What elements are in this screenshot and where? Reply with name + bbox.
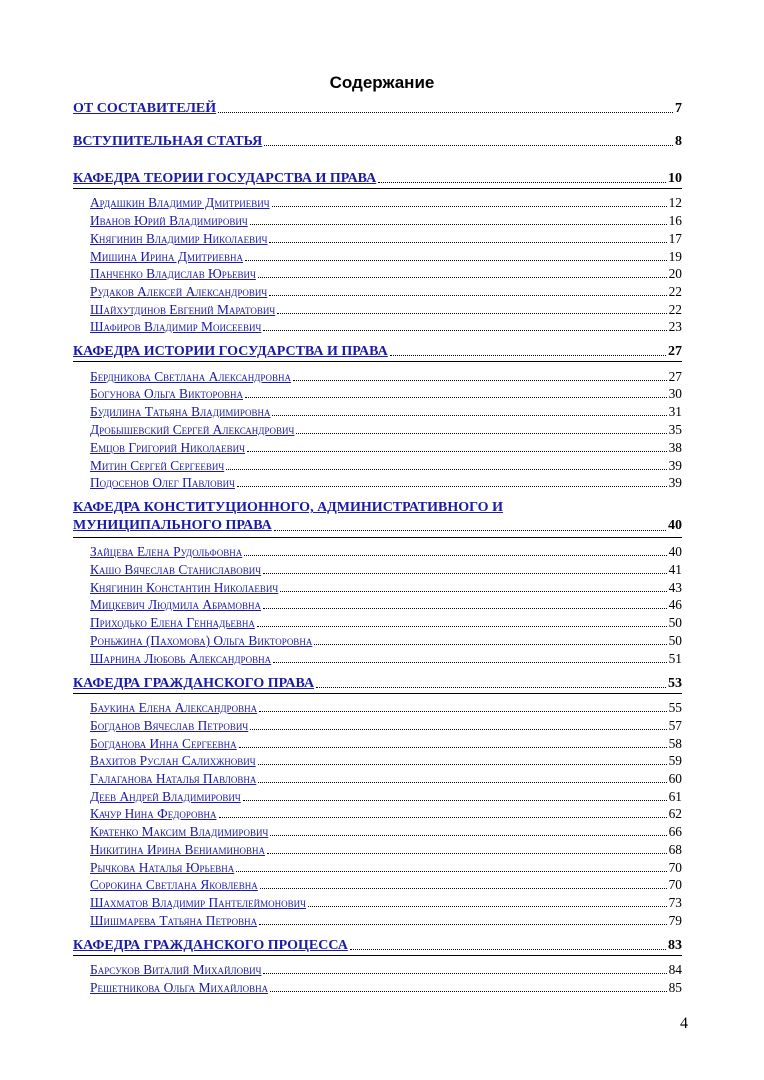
toc-link[interactable]: Шайхутдинов Евгений Маратович: [90, 302, 276, 317]
page-ref: 40: [668, 518, 682, 533]
toc-person[interactable]: [90, 475, 682, 491]
toc-link[interactable]: Бердникова Светлана Александровна: [90, 369, 292, 384]
toc-link[interactable]: МУНИЦИПАЛЬНОГО ПРАВА: [73, 518, 272, 533]
page-ref: 17: [668, 231, 682, 246]
page-ref: 19: [668, 249, 682, 264]
toc-link[interactable]: Решетникова Ольга Михайловна: [90, 980, 269, 995]
toc-person[interactable]: [90, 860, 682, 876]
toc-person[interactable]: [90, 284, 682, 300]
toc-link[interactable]: Рычкова Наталья Юрьевна: [90, 860, 235, 875]
toc-link[interactable]: Княгинин Владимир Николаевич: [90, 231, 268, 246]
toc-link[interactable]: Приходько Елена Геннадьевна: [90, 615, 255, 630]
section-rule: [73, 693, 682, 694]
page-ref: 30: [668, 386, 682, 401]
toc-person[interactable]: [90, 231, 682, 247]
page-ref: 7: [675, 101, 682, 116]
toc-person[interactable]: [90, 700, 682, 716]
toc-person[interactable]: [90, 580, 682, 596]
dot-leader: [272, 414, 666, 416]
page-number: 4: [680, 1015, 688, 1032]
dot-leader: [314, 643, 666, 645]
page-ref: 70: [668, 860, 682, 875]
dot-leader: [296, 432, 666, 434]
page-ref: 27: [668, 344, 682, 359]
page-ref: 50: [668, 615, 682, 630]
dot-leader: [269, 241, 666, 243]
dot-leader: [257, 625, 667, 627]
page-ref: 57: [668, 718, 682, 733]
dot-leader: [250, 223, 667, 225]
toc-link[interactable]: Шишмарева Татьяна Петровна: [90, 913, 258, 928]
toc-person[interactable]: [90, 266, 682, 282]
dot-leader: [263, 572, 667, 574]
toc-link[interactable]: Сорокина Светлана Яковлевна: [90, 877, 258, 892]
toc-link[interactable]: Емцов Григорий Николаевич: [90, 440, 245, 455]
section-rule: [73, 537, 682, 538]
toc-link[interactable]: Богунова Ольга Викторовна: [90, 386, 243, 401]
dot-leader: [245, 396, 667, 398]
dot-leader: [390, 354, 666, 356]
dot-leader: [243, 799, 667, 801]
dot-leader: [273, 661, 666, 663]
toc-person[interactable]: [90, 718, 682, 734]
section-rule: [73, 361, 682, 362]
dot-leader: [237, 485, 667, 487]
page-ref: 22: [668, 284, 682, 299]
page-ref: 51: [668, 651, 682, 666]
toc-person[interactable]: [90, 615, 682, 631]
page-ref: 84: [668, 962, 682, 977]
dot-leader: [219, 816, 667, 818]
dot-leader: [316, 686, 666, 688]
toc-person[interactable]: [90, 980, 682, 996]
toc-link[interactable]: КАФЕДРА ГРАЖДАНСКОГО ПРАВА: [73, 676, 315, 691]
dot-leader: [263, 329, 666, 331]
toc-person[interactable]: [90, 458, 682, 474]
toc-link[interactable]: ОТ СОСТАВИТЕЛЕЙ: [73, 101, 217, 116]
toc-person[interactable]: [90, 895, 682, 911]
page-ref: 50: [668, 633, 682, 648]
page-ref: 61: [668, 789, 682, 804]
page-ref: 59: [668, 753, 682, 768]
toc-person[interactable]: [90, 544, 682, 560]
dot-leader: [293, 379, 667, 381]
toc-person[interactable]: [90, 319, 682, 335]
page-ref: 27: [668, 369, 682, 384]
toc-link[interactable]: Зайцева Елена Рудольфовна: [90, 544, 243, 559]
toc-link[interactable]: Ардашкин Владимир Дмитриевич: [90, 195, 270, 210]
page-ref: 46: [668, 597, 682, 612]
dot-leader: [274, 529, 666, 531]
page-ref: 53: [668, 676, 682, 691]
page-ref: 31: [668, 404, 682, 419]
toc-person[interactable]: [90, 597, 682, 613]
page-ref: 66: [668, 824, 682, 839]
toc-person[interactable]: [90, 806, 682, 822]
dot-leader: [244, 554, 666, 556]
dot-leader: [239, 746, 667, 748]
page-ref: 79: [668, 913, 682, 928]
page-ref: 16: [668, 213, 682, 228]
page-ref: 60: [668, 771, 682, 786]
toc-person[interactable]: [90, 369, 682, 385]
toc-section-from-compilers[interactable]: [73, 100, 682, 117]
toc-link[interactable]: ВСТУПИТЕЛЬНАЯ СТАТЬЯ: [73, 134, 263, 149]
dot-leader: [263, 972, 666, 974]
page-ref: 40: [668, 544, 682, 559]
dot-leader: [272, 205, 667, 207]
page-title: Содержание: [329, 73, 435, 92]
page-ref: 55: [668, 700, 682, 715]
toc-link[interactable]: Богданов Вячеслав Петрович: [90, 718, 249, 733]
toc-link[interactable]: Шафиров Владимир Моисеевич: [90, 319, 262, 334]
dot-leader: [218, 111, 673, 113]
dot-leader: [263, 607, 667, 609]
toc-person[interactable]: [90, 753, 682, 769]
dot-leader: [277, 312, 666, 314]
toc-link[interactable]: Мицкевич Людмила Абрамовна: [90, 597, 262, 612]
toc-person[interactable]: [90, 440, 682, 456]
toc-person[interactable]: [90, 962, 682, 978]
toc-link[interactable]: Кашо Вячеслав Станиславович: [90, 562, 262, 577]
page-ref: 73: [668, 895, 682, 910]
toc-link[interactable]: Шахматов Владимир Пантелеймонович: [90, 895, 306, 910]
toc-link[interactable]: Богданова Инна Сергеевна: [90, 736, 237, 751]
toc-link[interactable]: КАФЕДРА КОНСТИТУЦИОННОГО, АДМИНИСТРАТИВНОГО И: [73, 500, 503, 515]
toc-person[interactable]: [90, 913, 682, 929]
toc-link[interactable]: Рудаков Алексей Александрович: [90, 284, 268, 299]
dot-leader: [280, 590, 666, 592]
toc-link[interactable]: КАФЕДРА ГРАЖДАНСКОГО ПРОЦЕССА: [73, 938, 348, 953]
toc-person[interactable]: [90, 386, 682, 402]
toc-link[interactable]: КАФЕДРА ТЕОРИИ ГОСУДАРСТВА И ПРАВА: [73, 171, 377, 186]
dot-leader: [260, 887, 667, 889]
toc-person[interactable]: [90, 249, 682, 265]
toc-section-civil-law[interactable]: [73, 675, 682, 692]
toc-link[interactable]: Никитина Ирина Вениаминовна: [90, 842, 265, 857]
toc-link[interactable]: Подосенов Олег Павлович: [90, 475, 235, 490]
dot-leader: [226, 468, 666, 470]
page-ref: 20: [668, 266, 682, 281]
toc-person[interactable]: [90, 824, 682, 840]
toc-link[interactable]: Панченко Владислав Юрьевич: [90, 266, 256, 281]
toc-section-civil-procedure[interactable]: [73, 937, 682, 954]
dot-leader: [270, 990, 667, 992]
page-ref: 83: [668, 938, 682, 953]
dot-leader: [269, 294, 666, 296]
page-ref: 38: [668, 440, 682, 455]
dot-leader: [258, 763, 667, 765]
section-rule: [73, 955, 682, 956]
toc-section-constitutional[interactable]: [73, 499, 682, 535]
toc-link[interactable]: Митин Сергей Сергеевич: [90, 458, 225, 473]
toc-person[interactable]: [90, 736, 682, 752]
toc-link[interactable]: Баукина Елена Александровна: [90, 700, 258, 715]
toc-section-history[interactable]: [73, 343, 682, 360]
page-ref: 23: [668, 319, 682, 334]
toc-link[interactable]: Будилина Татьяна Владимировна: [90, 404, 271, 419]
section-rule: [73, 188, 682, 189]
toc-person[interactable]: [90, 633, 682, 649]
toc-section-row: [73, 517, 682, 535]
page-ref: 41: [668, 562, 682, 577]
dot-leader: [264, 144, 673, 146]
toc-person[interactable]: [90, 562, 682, 578]
toc-link[interactable]: Дробышевский Сергей Александрович: [90, 422, 295, 437]
dot-leader: [250, 728, 666, 730]
dot-leader: [270, 834, 666, 836]
toc-link[interactable]: Барсуков Виталий Михайлович: [90, 962, 262, 977]
toc-link[interactable]: Шарнина Любовь Александровна: [90, 651, 272, 666]
dot-leader: [259, 710, 667, 712]
dot-leader: [258, 781, 666, 783]
page-ref: 8: [675, 134, 682, 149]
page-ref: 62: [668, 806, 682, 821]
toc-section-theory[interactable]: [73, 170, 682, 187]
page-ref: 22: [668, 302, 682, 317]
page-ref: 43: [668, 580, 682, 595]
toc-link[interactable]: Мишина Ирина Дмитриевна: [90, 249, 243, 264]
dot-leader: [350, 948, 666, 950]
toc-person[interactable]: [90, 404, 682, 420]
toc-person[interactable]: [90, 195, 682, 211]
dot-leader: [236, 870, 666, 872]
toc-section-intro[interactable]: [73, 133, 682, 150]
toc-link[interactable]: Галаганова Наталья Павловна: [90, 771, 257, 786]
toc-person[interactable]: [90, 422, 682, 438]
toc-person[interactable]: [90, 213, 682, 229]
dot-leader: [245, 259, 667, 261]
page-ref: 12: [668, 195, 682, 210]
page-ref: 85: [668, 980, 682, 995]
toc-person[interactable]: [90, 789, 682, 805]
page-ref: 39: [668, 458, 682, 473]
page-ref: 68: [668, 842, 682, 857]
toc-person[interactable]: [90, 302, 682, 318]
dot-leader: [247, 450, 667, 452]
dot-leader: [258, 276, 667, 278]
page-ref: 35: [668, 422, 682, 437]
toc-link[interactable]: КАФЕДРА ИСТОРИИ ГОСУДАРСТВА И ПРАВА: [73, 344, 388, 359]
dot-leader: [378, 181, 666, 183]
toc-person[interactable]: [90, 651, 682, 667]
page-ref: 10: [668, 171, 682, 186]
toc-link[interactable]: Кратенко Максим Владимирович: [90, 824, 269, 839]
page-ref: 70: [668, 877, 682, 892]
toc-link[interactable]: Княгинин Константин Николаевич: [90, 580, 279, 595]
toc-person[interactable]: [90, 842, 682, 858]
dot-leader: [267, 852, 667, 854]
dot-leader: [308, 905, 667, 907]
page-ref: 58: [668, 736, 682, 751]
toc-link[interactable]: Качур Нина Федоровна: [90, 806, 217, 821]
toc-link[interactable]: Иванов Юрий Владимирович: [90, 213, 248, 228]
toc-link[interactable]: Вахитов Руслан Салихжнович: [90, 753, 256, 768]
dot-leader: [259, 923, 667, 925]
toc-link[interactable]: Роньжина (Пахомова) Ольга Викторовна: [90, 633, 313, 648]
page-ref: 39: [668, 475, 682, 490]
toc-link[interactable]: Деев Андрей Владимирович: [90, 789, 241, 804]
toc-person[interactable]: [90, 877, 682, 893]
toc-person[interactable]: [90, 771, 682, 787]
